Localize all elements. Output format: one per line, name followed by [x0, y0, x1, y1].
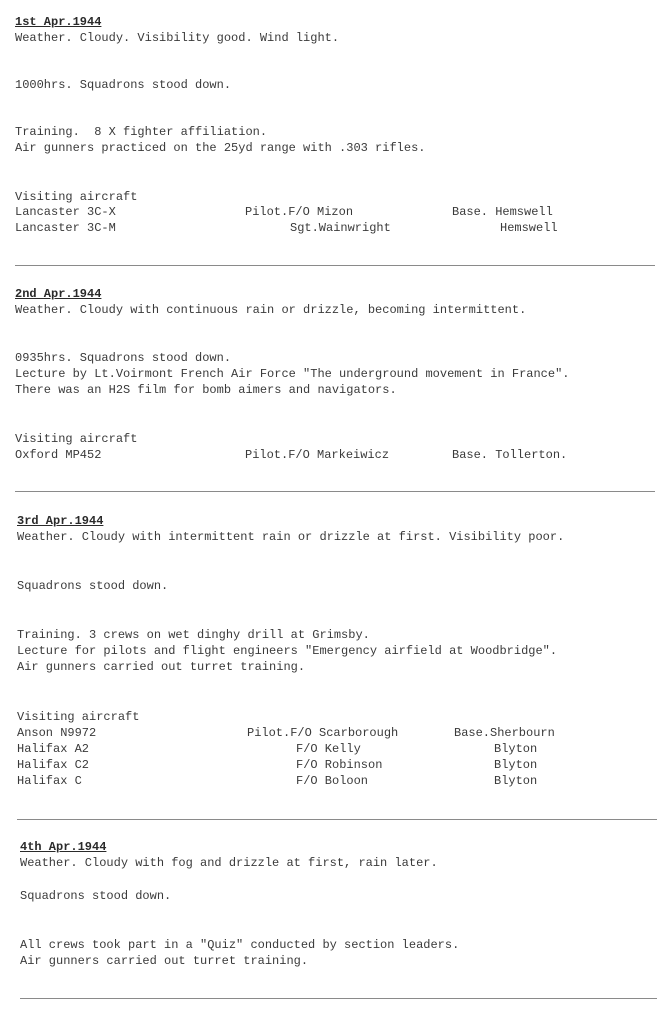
section-divider: [20, 998, 657, 999]
aircraft-pilot: Pilot.F/O Markeiwicz: [245, 448, 390, 462]
entry-weather: Weather. Cloudy with continuous rain or drizzle, becoming intermittent.: [15, 303, 527, 317]
aircraft-pilot: F/O Boloon: [296, 774, 369, 788]
section-divider: [17, 819, 657, 820]
aircraft-base: Hemswell: [500, 221, 558, 235]
aircraft-pilot: F/O Robinson: [296, 758, 383, 772]
entry-stood-down: 1000hrs. Squadrons stood down.: [15, 78, 232, 92]
entry-date: 2nd Apr.1944: [15, 287, 102, 301]
aircraft-name: Halifax A2: [17, 742, 90, 756]
aircraft-base: Blyton: [494, 742, 538, 756]
entry-training-line: All crews took part in a "Quiz" conducted by section leaders.: [20, 938, 460, 952]
entry-stood-down: 0935hrs. Squadrons stood down.: [15, 351, 232, 365]
entry-stood-down: Squadrons stood down.: [17, 579, 169, 593]
aircraft-name: Halifax C2: [17, 758, 90, 772]
aircraft-pilot: F/O Kelly: [296, 742, 361, 756]
aircraft-pilot: Sgt.Wainwright: [290, 221, 391, 235]
entry-date: 3rd Apr.1944: [17, 514, 104, 528]
entry-weather: Weather. Cloudy with fog and drizzle at first, rain later.: [20, 856, 438, 870]
visiting-aircraft-label: Visiting aircraft: [15, 190, 138, 204]
entry-training-line: Air gunners practiced on the 25yd range with .303 rifles.: [15, 141, 426, 155]
entry-weather: Weather. Cloudy with intermittent rain or drizzle at first. Visibility poor.: [17, 530, 565, 544]
section-divider: [15, 491, 655, 492]
aircraft-base: Base.Sherbourn: [454, 726, 555, 740]
visiting-aircraft-label: Visiting aircraft: [15, 432, 138, 446]
entry-training-line: Lecture for pilots and flight engineers "Emergency airfield at Woodbridge".: [17, 644, 558, 658]
entry-training-line: Training. 8 X fighter affiliation.: [15, 125, 268, 139]
aircraft-name: Lancaster 3C-X: [15, 205, 116, 219]
aircraft-base: Blyton: [494, 758, 538, 772]
entry-training-line: Training. 3 crews on wet dinghy drill at Grimsby.: [17, 628, 370, 642]
section-divider: [15, 265, 655, 266]
aircraft-name: Lancaster 3C-M: [15, 221, 116, 235]
entry-training-line: There was an H2S film for bomb aimers and navigators.: [15, 383, 397, 397]
entry-training-line: Lecture by Lt.Voirmont French Air Force "The underground movement in France".: [15, 367, 570, 381]
aircraft-name: Anson N9972: [17, 726, 97, 740]
aircraft-pilot: Pilot.F/O Scarborough: [247, 726, 399, 740]
entry-weather: Weather. Cloudy. Visibility good. Wind light.: [15, 31, 340, 45]
aircraft-base: Base. Hemswell: [452, 205, 553, 219]
entry-date: 1st Apr.1944: [15, 15, 102, 29]
entry-date: 4th Apr.1944: [20, 840, 107, 854]
aircraft-name: Halifax C: [17, 774, 82, 788]
entry-training-line: Air gunners carried out turret training.: [20, 954, 309, 968]
aircraft-base: Base. Tollerton.: [452, 448, 568, 462]
entry-training-line: Air gunners carried out turret training.: [17, 660, 306, 674]
aircraft-pilot: Pilot.F/O Mizon: [245, 205, 354, 219]
aircraft-name: Oxford MP452: [15, 448, 102, 462]
aircraft-base: Blyton: [494, 774, 538, 788]
visiting-aircraft-label: Visiting aircraft: [17, 710, 140, 724]
entry-stood-down: Squadrons stood down.: [20, 889, 172, 903]
